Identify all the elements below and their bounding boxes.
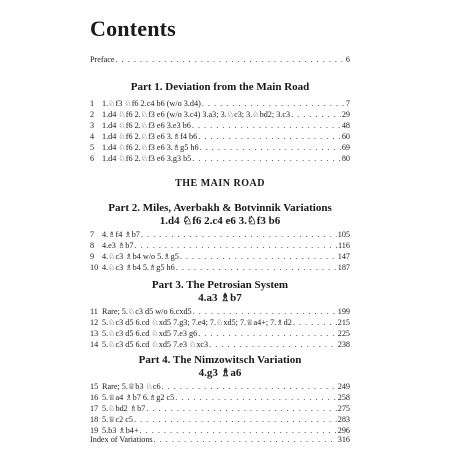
toc-entry[interactable] bbox=[90, 404, 350, 414]
entry-number: 19 bbox=[90, 426, 99, 435]
entry-text: 1.d4 ♘f6 2.♘f3 e6 3.e3 b6 bbox=[102, 121, 191, 130]
toc-entry[interactable] bbox=[90, 99, 350, 109]
dot-leader bbox=[293, 318, 337, 328]
entry-text: 5.♕a4 ♗b7 6.♗g2 c5 bbox=[102, 393, 175, 402]
toc-entry-preface[interactable] bbox=[90, 55, 350, 65]
entry-number: 12 bbox=[90, 318, 99, 327]
dot-leader bbox=[176, 263, 337, 273]
dot-leader bbox=[198, 132, 341, 142]
dot-leader bbox=[134, 241, 337, 251]
toc-entry[interactable] bbox=[90, 154, 350, 164]
entry-text: 1.d4 ♘f6 2.♘f3 e6 3.♗f4 b6 bbox=[102, 132, 198, 141]
entry-text: 4.♘c3 ♗b4 w/o 5.♗g5 bbox=[102, 252, 179, 261]
toc-entry[interactable] bbox=[90, 132, 350, 142]
dot-leader bbox=[116, 55, 345, 65]
entry-page: 80 bbox=[341, 154, 350, 163]
entry-page: 225 bbox=[337, 329, 350, 338]
entry-text: 4.♘c3 ♗b4 5.♗g5 h6 bbox=[102, 263, 175, 272]
entry-page: 60 bbox=[341, 132, 350, 141]
entry-page: 215 bbox=[337, 318, 350, 327]
entry-text: Rare; 5.♕b3 ♘c6 bbox=[102, 382, 161, 391]
entry-number: 11 bbox=[90, 307, 98, 316]
toc-entry[interactable] bbox=[90, 318, 350, 328]
dot-leader bbox=[141, 230, 337, 240]
entry-number: 16 bbox=[90, 393, 99, 402]
toc-entry[interactable] bbox=[90, 110, 350, 120]
entry-page: 29 bbox=[341, 110, 350, 119]
entry-number: 5 bbox=[90, 143, 95, 152]
dot-leader bbox=[154, 435, 337, 445]
entry-page: 105 bbox=[337, 230, 350, 239]
entry-text: 5.b3 ♗b4+ bbox=[102, 426, 139, 435]
dot-leader bbox=[140, 426, 337, 436]
part4-heading: Part 4. The Nimzowitsch Variation bbox=[138, 354, 302, 366]
toc-entry[interactable] bbox=[90, 121, 350, 131]
toc-entry[interactable] bbox=[90, 241, 350, 251]
dot-leader bbox=[192, 121, 341, 131]
entry-text: 5.♕c2 c5 bbox=[102, 415, 133, 424]
entry-text: 5.♘c3 d5 6.cd ♘xd5 7.e3 ♘xc3 bbox=[102, 340, 209, 349]
entry-number: 18 bbox=[90, 415, 99, 424]
toc-entry[interactable] bbox=[90, 340, 350, 350]
entry-number: 2 bbox=[90, 110, 95, 119]
part4-subheading: 4.g3 ♗a6 bbox=[198, 367, 242, 379]
entry-page: 116 bbox=[338, 241, 350, 250]
entry-page: 6 bbox=[345, 55, 350, 64]
toc-entry[interactable] bbox=[90, 307, 350, 317]
toc-entry[interactable] bbox=[90, 329, 350, 339]
entry-text: Preface bbox=[90, 55, 115, 64]
dot-leader bbox=[209, 340, 337, 350]
entry-number: 8 bbox=[90, 241, 95, 250]
dot-leader bbox=[202, 99, 345, 109]
main-road-heading: THE MAIN ROAD bbox=[175, 178, 265, 189]
entry-page: 147 bbox=[337, 252, 350, 261]
entry-text: 4.♗f4 ♗b7 bbox=[102, 230, 140, 239]
entry-page: 69 bbox=[341, 143, 350, 152]
entry-text: 5.♘c3 d5 6.cd ♘xd5 7.g3; 7.e4; 7.♘xd5; 7.♕a4+; 7.♗d2 bbox=[102, 318, 292, 327]
entry-number: 14 bbox=[90, 340, 99, 349]
entry-page: 296 bbox=[337, 426, 350, 435]
entry-number: 4 bbox=[90, 132, 95, 141]
dot-leader bbox=[180, 252, 337, 262]
toc-entry[interactable] bbox=[90, 382, 350, 392]
part2-subheading: 1.d4 ♘f6 2.c4 e6 3.♘f3 b6 bbox=[159, 215, 281, 227]
entry-number: 1 bbox=[90, 99, 95, 108]
entry-text: 4.e3 ♗b7 bbox=[102, 241, 134, 250]
entry-text: 1.d4 ♘f6 2.♘f3 e6 (w/o 3.c4) 3.a3; 3.♘c3; 3.♘bd2; 3.c3 bbox=[102, 110, 291, 119]
dot-leader bbox=[134, 415, 337, 425]
dot-leader bbox=[175, 393, 336, 403]
entry-page: 275 bbox=[337, 404, 350, 413]
dot-leader bbox=[198, 329, 337, 339]
entry-page: 187 bbox=[337, 263, 350, 272]
toc-entry[interactable] bbox=[90, 252, 350, 262]
entry-text: 1.d4 ♘f6 2.♘f3 e6 3.♗g5 h6 bbox=[102, 143, 199, 152]
dot-leader bbox=[146, 404, 336, 414]
entry-page: 238 bbox=[337, 340, 350, 349]
entry-number: 17 bbox=[90, 404, 99, 413]
entry-text: Index of Variations bbox=[90, 435, 153, 444]
entry-number: 3 bbox=[90, 121, 95, 130]
part1-heading: Part 1. Deviation from the Main Road bbox=[130, 81, 310, 93]
dot-leader bbox=[193, 307, 337, 317]
entry-number: 10 bbox=[90, 263, 99, 272]
toc-entry[interactable] bbox=[90, 263, 350, 273]
toc-entry[interactable] bbox=[90, 393, 350, 403]
entry-text: 1.♘f3 ♘f6 2.c4 b6 (w/o 3.d4) bbox=[102, 99, 201, 108]
entry-number: 15 bbox=[90, 382, 99, 391]
entry-text: 5.♘c3 d5 6.cd ♘xd5 7.e3 g6 bbox=[102, 329, 198, 338]
entry-page: 249 bbox=[337, 382, 350, 391]
entry-text: Rare; 5.♘c3 d5 w/o 6.cxd5 bbox=[102, 307, 192, 316]
part3-subheading: 4.a3 ♗b7 bbox=[198, 292, 242, 304]
entry-page: 258 bbox=[337, 393, 350, 402]
entry-text: 1.d4 ♘f6 2.♘f3 e6 3.g3 b5 bbox=[102, 154, 192, 163]
dot-leader bbox=[291, 110, 341, 120]
entry-page: 199 bbox=[337, 307, 350, 316]
entry-number: 7 bbox=[90, 230, 95, 239]
part3-heading: Part 3. The Petrosian System bbox=[151, 279, 289, 291]
entry-page: 316 bbox=[337, 435, 350, 444]
entry-number: 13 bbox=[90, 329, 99, 338]
entry-number: 6 bbox=[90, 154, 95, 163]
toc-entry[interactable] bbox=[90, 415, 350, 425]
toc-entry[interactable] bbox=[90, 230, 350, 240]
entry-number: 9 bbox=[90, 252, 95, 261]
entry-page: 48 bbox=[341, 121, 350, 130]
toc-entry[interactable] bbox=[90, 426, 350, 436]
dot-leader bbox=[162, 382, 337, 392]
entry-text: 5.♘bd2 ♗b7 bbox=[102, 404, 146, 413]
entry-page: 7 bbox=[345, 99, 350, 108]
entry-page: 283 bbox=[337, 415, 350, 424]
part2-heading: Part 2. Miles, Averbakh & Botvinnik Variations bbox=[108, 202, 332, 214]
toc-entry-index[interactable] bbox=[90, 435, 350, 445]
dot-leader bbox=[200, 143, 341, 153]
toc-entry[interactable] bbox=[90, 143, 350, 153]
page-title: Contents bbox=[90, 16, 176, 41]
dot-leader bbox=[192, 154, 341, 164]
